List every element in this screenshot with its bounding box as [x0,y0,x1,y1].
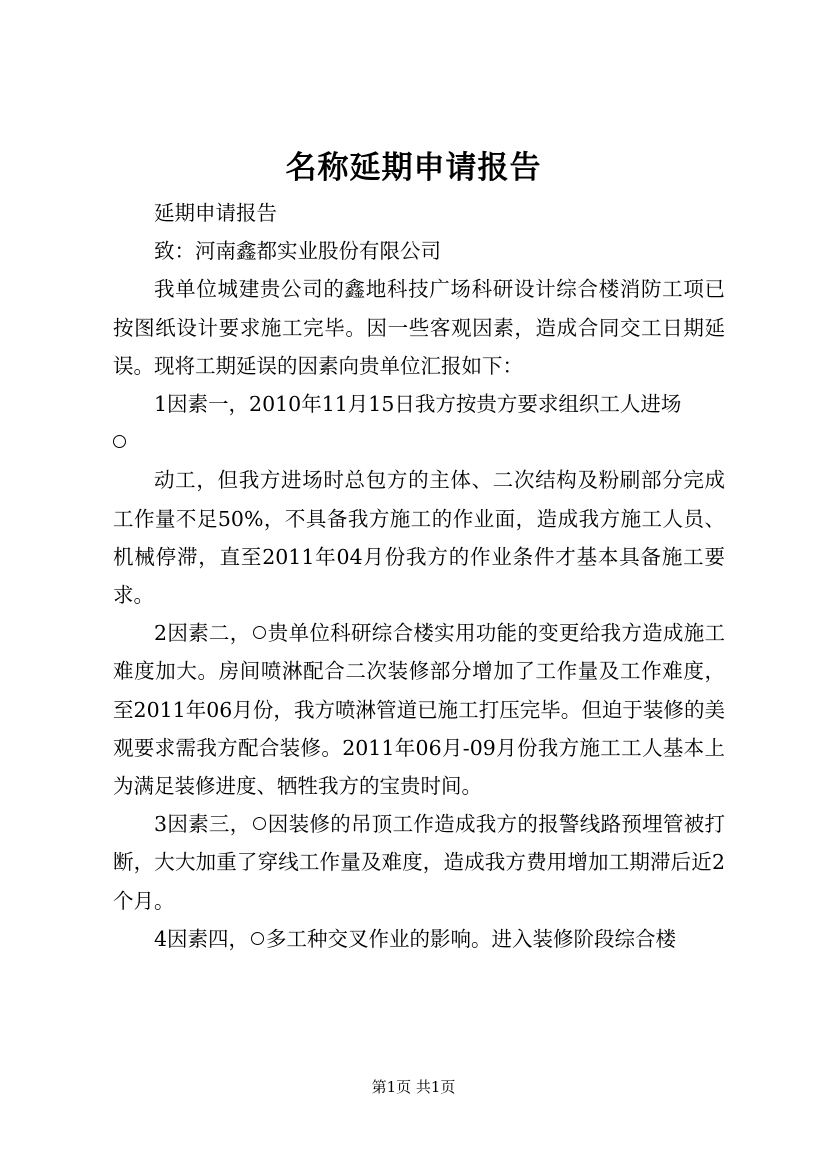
circle-icon [113,435,126,448]
factor-two-text: 贵单位科研综合楼实用功能的变更给我方造成施工难度加大。房间喷淋配合二次装修部分增加了工作量及工作难度，至2011年06月份，我方喷淋管道已施工打压完毕。但迫于装修的美观要求需我方配合装修。2011年06月-09月份我方施工工人基本上为满足装修进度、牺牲我方的宝贵时间。 [113,621,725,799]
paragraph-factor-one-continued: 动工，但我方进场时总包方的主体、二次结构及粉刷部分完成工作量不足50%，不具备我方施工的作业面，造成我方施工人员、机械停滞，直至2011年04月份我方的作业条件才基本具备施工要求。 [113,468,725,608]
paragraph-intro: 我单位城建贵公司的鑫地科技广场科研设计综合楼消防工项已按图纸设计要求施工完毕。因一些客观因素，造成合同交工日期延误。现将工期延误的因素向贵单位汇报如下： [113,277,725,378]
document-title: 名称延期申请报告 [285,150,542,186]
factor-two-label: 2因素二， [154,621,251,646]
factor-four-label: 4因素四， [154,926,250,951]
factor-four-text: 多工种交叉作业的影响。进入装修阶段综合楼 [266,926,677,951]
paragraph-factor-one-start [113,385,725,423]
paragraph-factor-three [113,805,725,920]
factor-one-text: 1因素一，2010年11月15日我方按贵方要求组织工人进场 [154,392,682,417]
document-body [113,194,725,958]
paragraph-heading: 延期申请报告 [154,201,277,225]
circle-marker-line [113,423,725,461]
page-footer: 第1页 共1页 [371,1078,456,1096]
paragraph-factor-two [113,614,725,805]
paragraph-recipient: 致：河南鑫都实业股份有限公司 [154,239,441,264]
factor-three-label: 3因素三， [154,812,251,837]
paragraph-factor-four [113,920,725,958]
circle-icon [253,626,266,639]
factor-three-text: 因装修的吊顶工作造成我方的报警线路预埋管被打断，大大加重了穿线工作量及难度，造成我方费用增加工期滞后近2个月。 [113,812,725,913]
circle-icon [251,932,264,945]
circle-icon [253,817,266,830]
